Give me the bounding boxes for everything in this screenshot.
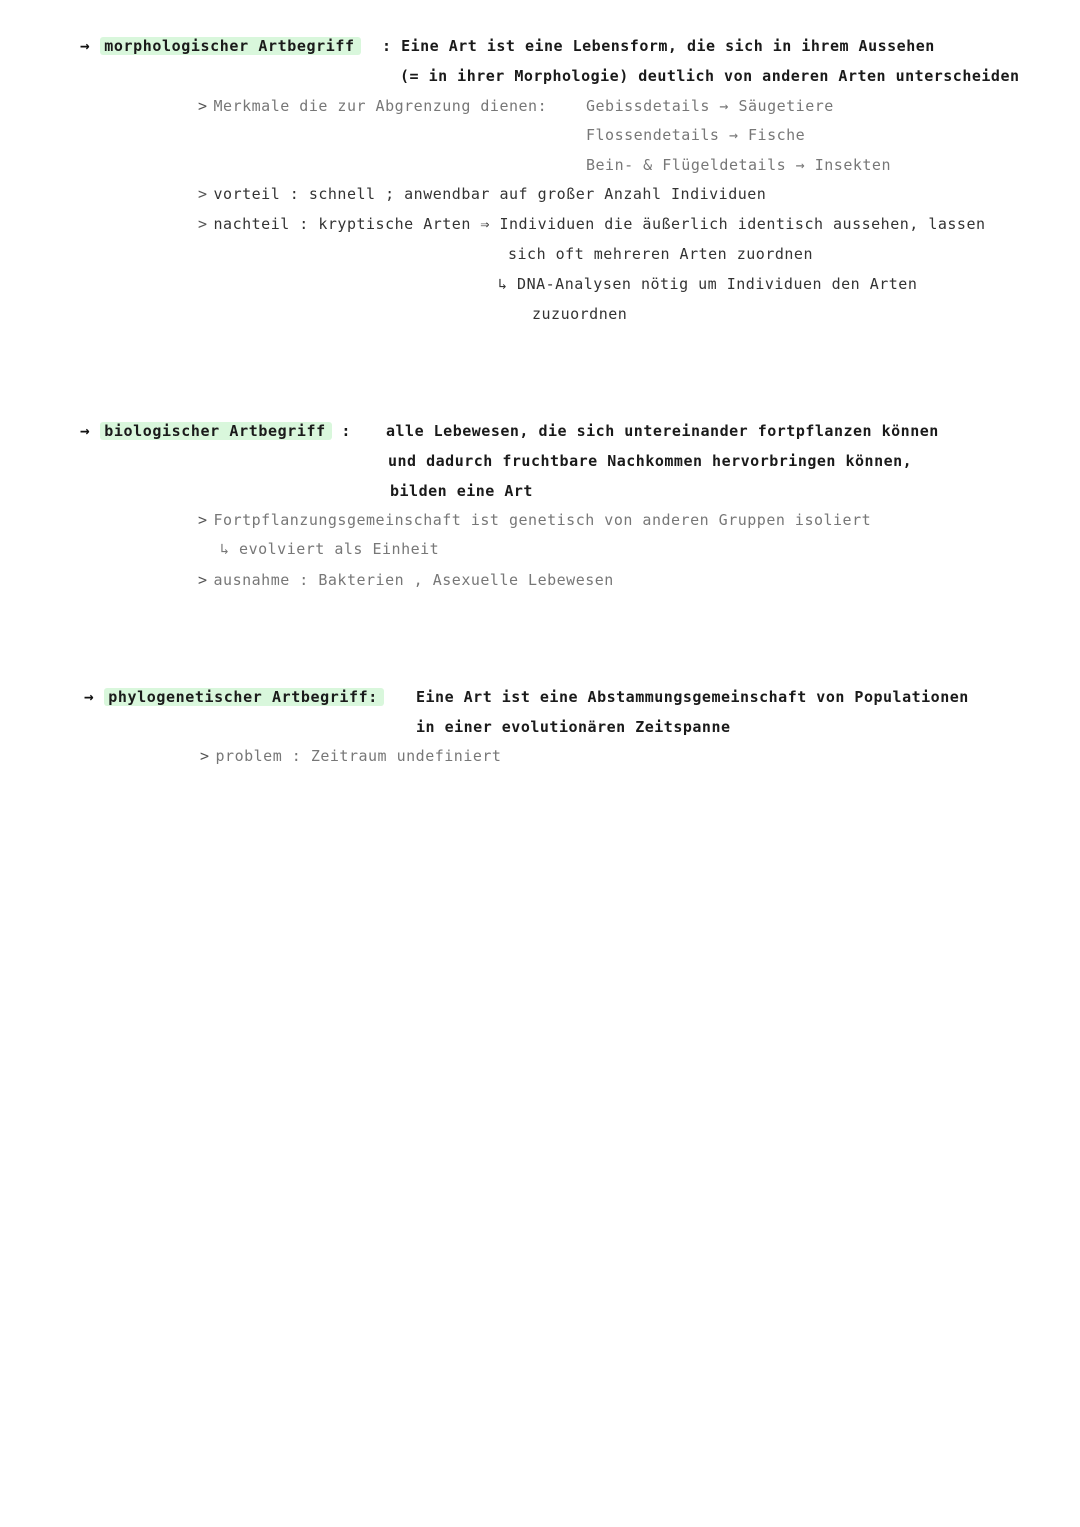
- definition-line: bilden eine Art: [390, 482, 533, 500]
- bullet-nachteil: > nachteil : kryptische Arten ⇒ Individuen die äußerlich identisch aussehen, lassen: [198, 215, 986, 233]
- continuation-line: ↳ DNA-Analysen nötig um Individuen den Arten: [498, 275, 918, 293]
- bullet-marker: >: [198, 97, 208, 115]
- bullet-fortpflanzung: > Fortpflanzungsgemeinschaft ist genetisch von anderen Gruppen isoliert: [198, 511, 872, 529]
- section-morphologisch-heading: [80, 36, 361, 56]
- bullet-marker: >: [198, 571, 208, 589]
- definition-line: in einer evolutionären Zeitspanne: [416, 718, 731, 736]
- bullet-marker: >: [198, 215, 208, 233]
- bullet-ausnahme: > ausnahme : Bakterien , Asexuelle Lebewesen: [198, 571, 614, 589]
- bullet-marker: >: [198, 185, 208, 203]
- definition-line: alle Lebewesen, die sich untereinander fortpflanzen können: [386, 422, 939, 440]
- bullet-problem: > problem : Zeitraum undefiniert: [200, 747, 502, 765]
- continuation-line: ↳ evolviert als Einheit: [220, 540, 440, 558]
- arrow-icon: →: [80, 421, 91, 440]
- definition-line: Eine Art ist eine Abstammungsgemeinschaft von Populationen: [416, 688, 969, 706]
- term-highlight: biologischer Artbegriff: [100, 422, 332, 440]
- bullet-marker: >: [200, 747, 210, 765]
- arrow-icon: →: [84, 687, 95, 706]
- definition-line: und dadurch fruchtbare Nachkommen hervorbringen können,: [388, 452, 913, 470]
- continuation-line: sich oft mehreren Arten zuordnen: [508, 245, 813, 263]
- arrow-icon: →: [80, 36, 91, 55]
- bullet-marker: >: [198, 511, 208, 529]
- section-phylogenetisch-heading: [84, 687, 384, 707]
- continuation-line: zuzuordnen: [532, 305, 628, 323]
- list-item: Flossendetails → Fische: [586, 126, 806, 144]
- bullet-merkmale: > Merkmale die zur Abgrenzung dienen:: [198, 97, 548, 115]
- list-item: Bein- & Flügeldetails → Insekten: [586, 156, 891, 174]
- definition-line: (= in ihrer Morphologie) deutlich von anderen Arten unterscheiden: [400, 67, 1020, 85]
- bullet-vorteil: > vorteil : schnell ; anwendbar auf großer Anzahl Individuen: [198, 185, 767, 203]
- section-biologisch-heading: → biologischer Artbegriff :: [80, 421, 352, 440]
- definition-line: : Eine Art ist eine Lebensform, die sich in ihrem Aussehen: [382, 37, 935, 55]
- term-highlight: morphologischer Artbegriff: [100, 37, 360, 55]
- term-highlight: phylogenetischer Artbegriff:: [104, 688, 384, 706]
- list-item: Gebissdetails → Säugetiere: [586, 97, 834, 115]
